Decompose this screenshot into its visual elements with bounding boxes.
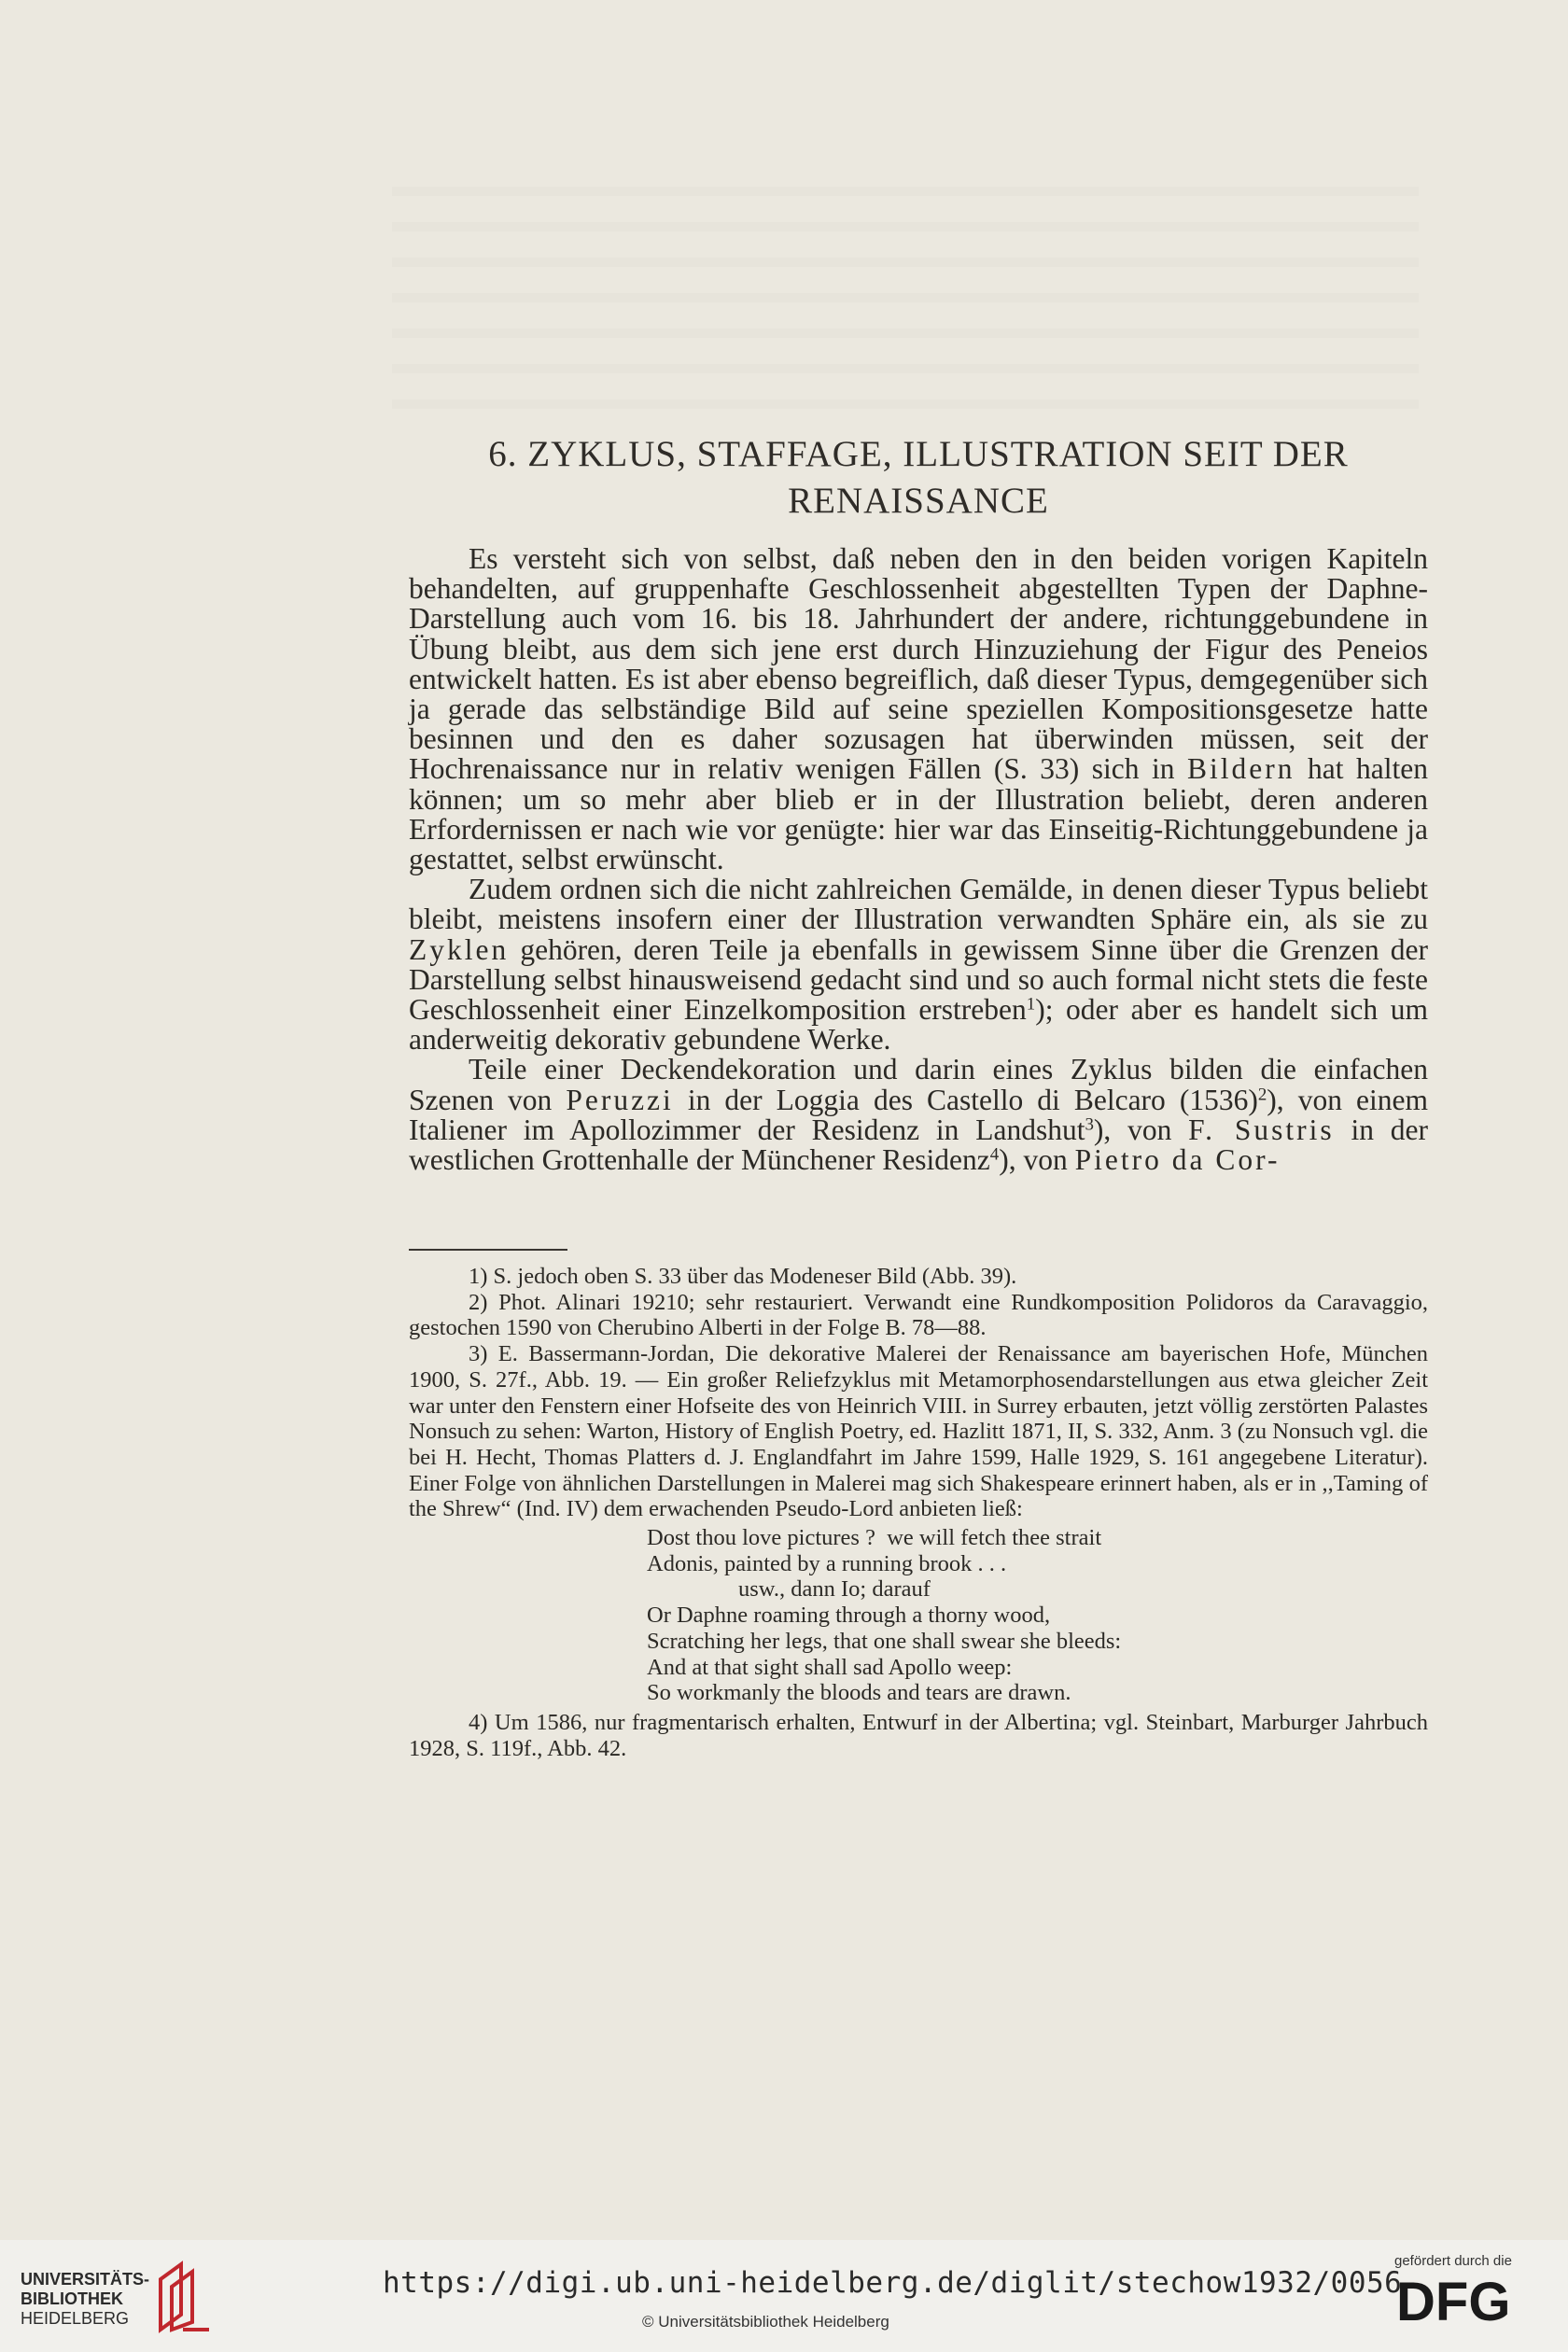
quote-line: Scratching her legs, that one shall swear she bleeds: bbox=[647, 1628, 1122, 1654]
paragraph-3-text-d: ), von bbox=[1093, 1113, 1189, 1146]
emphasis-peruzzi: Peruzzi bbox=[566, 1083, 674, 1116]
paragraph-1 bbox=[409, 544, 1428, 875]
paragraph-2 bbox=[409, 875, 1428, 1055]
permalink-url[interactable]: https://digi.ub.uni-heidelberg.de/diglit/stechow1932/0056 bbox=[383, 2266, 1403, 2300]
paragraph-2-text: Zudem ordnen sich die nicht zahlreichen Gemälde, in denen dieser Typus beliebt bleibt, meistens insofern einer der Illustration verwandten Sphäre ein, als sie zu bbox=[409, 873, 1428, 936]
funding-caption: gefördert durch die bbox=[1394, 2253, 1512, 2269]
bleed-through-text bbox=[392, 187, 1419, 411]
chapter-title-line2: RENAISSANCE bbox=[788, 481, 1049, 521]
paragraph-3-text-e: in der westlichen Grottenhalle der Münchener Residenz bbox=[409, 1113, 1428, 1177]
emphasis-zyklen: Zyklen bbox=[409, 932, 510, 966]
quote-line: And at that sight shall sad Apollo weep: bbox=[647, 1654, 1013, 1680]
dfg-logo-text: DFG bbox=[1396, 2272, 1511, 2328]
footnote-2: 2) Phot. Alinari 19210; sehr restauriert. Verwandt eine Rundkomposition Polidoros da Caravaggio, gestochen 1590 von Cherubino Alberti in der Folge B. 78—88. bbox=[409, 1289, 1428, 1341]
shakespeare-quote bbox=[647, 1525, 1428, 1706]
body-text bbox=[409, 544, 1428, 1175]
footnote-ref-4[interactable]: 4 bbox=[989, 1144, 1000, 1165]
footnote-4: 4) Um 1586, nur fragmentarisch erhalten, Entwurf in der Albertina; vgl. Steinbart, Marburger Jahrbuch 1928, S. 119f., Abb. 42. bbox=[409, 1709, 1428, 1761]
emphasis-pietro: Pietro da Cor- bbox=[1074, 1143, 1281, 1177]
library-logo-icon[interactable] bbox=[155, 2261, 215, 2338]
footnote-ref-1[interactable]: 1 bbox=[1026, 994, 1036, 1015]
paragraph-3-text-f: ), von bbox=[999, 1143, 1075, 1177]
library-name-line1: UNIVERSITÄTS- bbox=[21, 2270, 150, 2289]
paragraph-3-text-b: in der Loggia des Castello di Belcaro (1536) bbox=[673, 1083, 1258, 1116]
paragraph-1-text-cont: hat halten können; um so mehr aber blieb er in der Illustration beliebt, deren anderen Erfordernissen er nach wie vor genügte: hier war das Einseitig-Richtunggebundene ja gestattet, selbst erwünscht. bbox=[409, 752, 1429, 876]
library-name-line3: HEIDELBERG bbox=[21, 2309, 130, 2328]
emphasis-bildern: Bildern bbox=[1187, 752, 1295, 786]
dfg-logo-icon[interactable] bbox=[1394, 2272, 1544, 2332]
footnote-ref-3[interactable]: 3 bbox=[1085, 1114, 1094, 1135]
footnote-divider bbox=[409, 1249, 567, 1251]
library-name[interactable] bbox=[21, 2270, 149, 2329]
paragraph-2-text-end: ); oder aber es handelt sich um anderweitig dekorativ gebundene Werke. bbox=[409, 993, 1428, 1057]
quote-line: So workmanly the bloods and tears are drawn. bbox=[647, 1680, 1071, 1706]
paragraph-1-text: Es versteht sich von selbst, daß neben den in den beiden vorigen Kapiteln behandelten, auf gruppenhafte Geschlossenheit abgestellten Typen der Daphne-Darstellung auch vom 16. bis 18. Jahrhundert der andere, richtunggebundene in Übung bleibt, aus dem sich jene erst durch Hinzuziehung der Figur des Peneios entwickelt hatten. Es ist aber ebenso begreiflich, daß dieser Typus, demgegenüber sich ja gerade das selbständige Bild auf seine speziellen Kompositionsgesetze hatte besinnen und den es daher sozusagen hat überwinden müssen, seit der Hochrenaissance nur in relativ wenigen Fällen (S. 33) sich in bbox=[409, 542, 1428, 786]
footnote-ref-2[interactable]: 2 bbox=[1257, 1085, 1267, 1105]
quote-line: usw., dann Io; darauf bbox=[647, 1576, 931, 1603]
paragraph-3-text-c: ), von einem Italiener im Apollozimmer der Residenz in Landshut bbox=[409, 1083, 1428, 1146]
viewer-footer bbox=[0, 2240, 1568, 2352]
paragraph-2-text-cont: gehören, deren Teile ja ebenfalls in gewissem Sinne über die Grenzen der Darstellung selbst hinausweisend gedacht sind und so auch formal nicht stets die feste Geschlossenheit einer Einzelkomposition erstreben bbox=[409, 932, 1428, 1027]
quote-line: Or Daphne roaming through a thorny wood, bbox=[647, 1603, 1051, 1629]
copyright-notice: © Universitätsbibliothek Heidelberg bbox=[642, 2313, 889, 2331]
library-name-line2: BIBLIOTHEK bbox=[21, 2289, 123, 2308]
footnote-3: 3) E. Bassermann-Jordan, Die dekorative Malerei der Renaissance am bayerischen Hofe, München 1900, S. 27f., Abb. 19. — Ein großer Reliefzyklus mit Metamorphosendarstellungen aus etwa gleicher Zeit war unter den Fenstern einer Hofseite des von Heinrich VIII. in Surrey erbauten, jetzt völlig zerstörten Palastes Nonsuch zu sehen: Warton, History of English Poetry, ed. Hazlitt 1871, II, S. 332, Anm. 3 (zu Nonsuch vgl. die bei H. Hecht, Thomas Platters d. J. Englandfahrt im Jahre 1599, Halle 1929, S. 161 angegebene Literatur). Einer Folge von ähnlichen Darstellungen in Malerei mag sich Shakespeare erinnert haben, als er in ,,Taming of the Shrew“ (Ind. IV) dem erwachenden Pseudo-Lord anbieten ließ: bbox=[409, 1341, 1428, 1522]
quote-line: Adonis, painted by a running brook . . . bbox=[647, 1550, 1007, 1576]
footnotes bbox=[409, 1264, 1428, 1761]
paragraph-3-text: Teile einer Deckendekoration und darin eines Zyklus bilden die einfachen Szenen von bbox=[409, 1053, 1428, 1116]
chapter-title bbox=[409, 431, 1428, 525]
footnote-1: 1) S. jedoch oben S. 33 über das Modeneser Bild (Abb. 39). bbox=[469, 1264, 1017, 1289]
paragraph-3 bbox=[409, 1055, 1428, 1175]
quote-line: Dost thou love pictures ? we will fetch thee strait bbox=[647, 1525, 1102, 1551]
emphasis-sustris: F. Sustris bbox=[1188, 1113, 1335, 1146]
chapter-title-line1: 6. ZYKLUS, STAFFAGE, ILLUSTRATION SEIT DER bbox=[488, 434, 1349, 474]
